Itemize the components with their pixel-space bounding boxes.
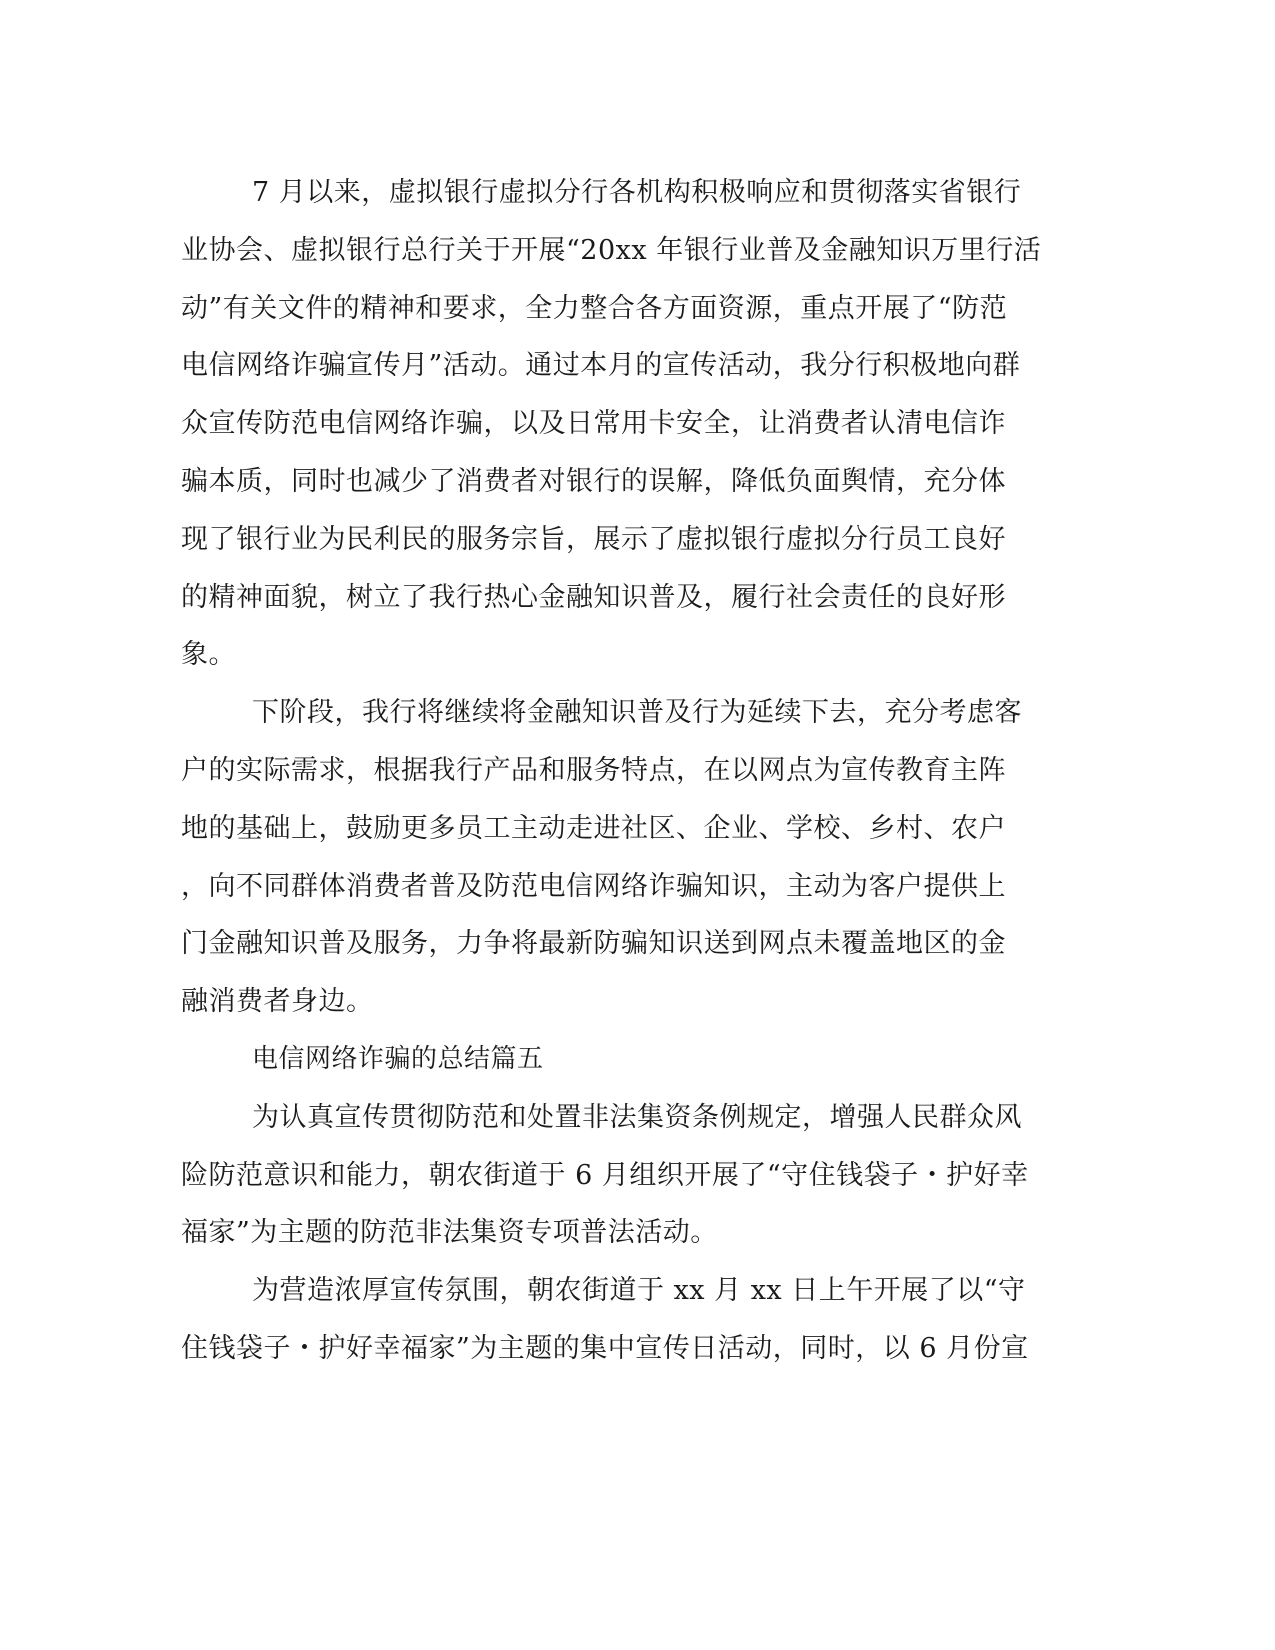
text-line: 业协会、虚拟银行总行关于开展“20xx 年银行业普及金融知识万里行活 (181, 234, 1042, 266)
text-line: 门金融知识普及服务，力争将最新防骗知识送到网点未覆盖地区的金 (181, 928, 1006, 960)
paragraph-3 (181, 1089, 1041, 1262)
text-line: 福家”为主题的防范非法集资专项普法活动。 (181, 1217, 718, 1249)
text-line: 为营造浓厚宣传氛围，朝农街道于 xx 月 xx 日上午开展了以“守 (252, 1275, 1026, 1307)
text-line: ，向不同群体消费者普及防范电信网络诈骗知识，主动为客户提供上 (181, 870, 1006, 902)
text-line: 电信网络诈骗宣传月”活动。通过本月的宣传活动，我分行积极地向群 (181, 350, 1021, 382)
text-line: 的精神面貌，树立了我行热心金融知识普及，履行社会责任的良好形 (181, 581, 1006, 613)
text-line: 为认真宣传贯彻防范和处置非法集资条例规定，增强人民群众风 (252, 1101, 1022, 1133)
text-line: 下阶段，我行将继续将金融知识普及行为延续下去，充分考虑客 (252, 697, 1022, 729)
paragraph-2 (181, 684, 1041, 1031)
text-line: 地的基础上，鼓励更多员工主动走进社区、企业、学校、乡村、农户 (181, 812, 1006, 844)
text-line: 住钱袋子・护好幸福家”为主题的集中宣传日活动，同时，以 6 月份宣 (181, 1332, 1029, 1364)
text-line: 现了银行业为民利民的服务宗旨，展示了虚拟银行虚拟分行员工良好 (181, 523, 1006, 555)
document-body (181, 164, 1041, 1378)
text-line: 险防范意识和能力，朝农街道于 6 月组织开展了“守住钱袋子・护好幸 (181, 1159, 1029, 1191)
section-heading (181, 1031, 1041, 1089)
text-line: 众宣传防范电信网络诈骗，以及日常用卡安全，让消费者认清电信诈 (181, 408, 1006, 440)
text-line: 象。 (181, 639, 236, 671)
paragraph-1 (181, 164, 1041, 684)
text-line: 融消费者身边。 (181, 986, 374, 1018)
text-line: 动”有关文件的精神和要求，全力整合各方面资源，重点开展了“防范 (181, 292, 1008, 324)
text-line: 户的实际需求，根据我行产品和服务特点，在以网点为宣传教育主阵 (181, 754, 1006, 786)
paragraph-4 (181, 1262, 1041, 1378)
section-title: 电信网络诈骗的总结篇五 (252, 1043, 544, 1074)
text-line: 骗本质，同时也减少了消费者对银行的误解，降低负面舆情，充分体 (181, 465, 1006, 497)
text-line: 7 月以来，虚拟银行虚拟分行各机构积极响应和贯彻落实省银行 (252, 177, 1022, 208)
